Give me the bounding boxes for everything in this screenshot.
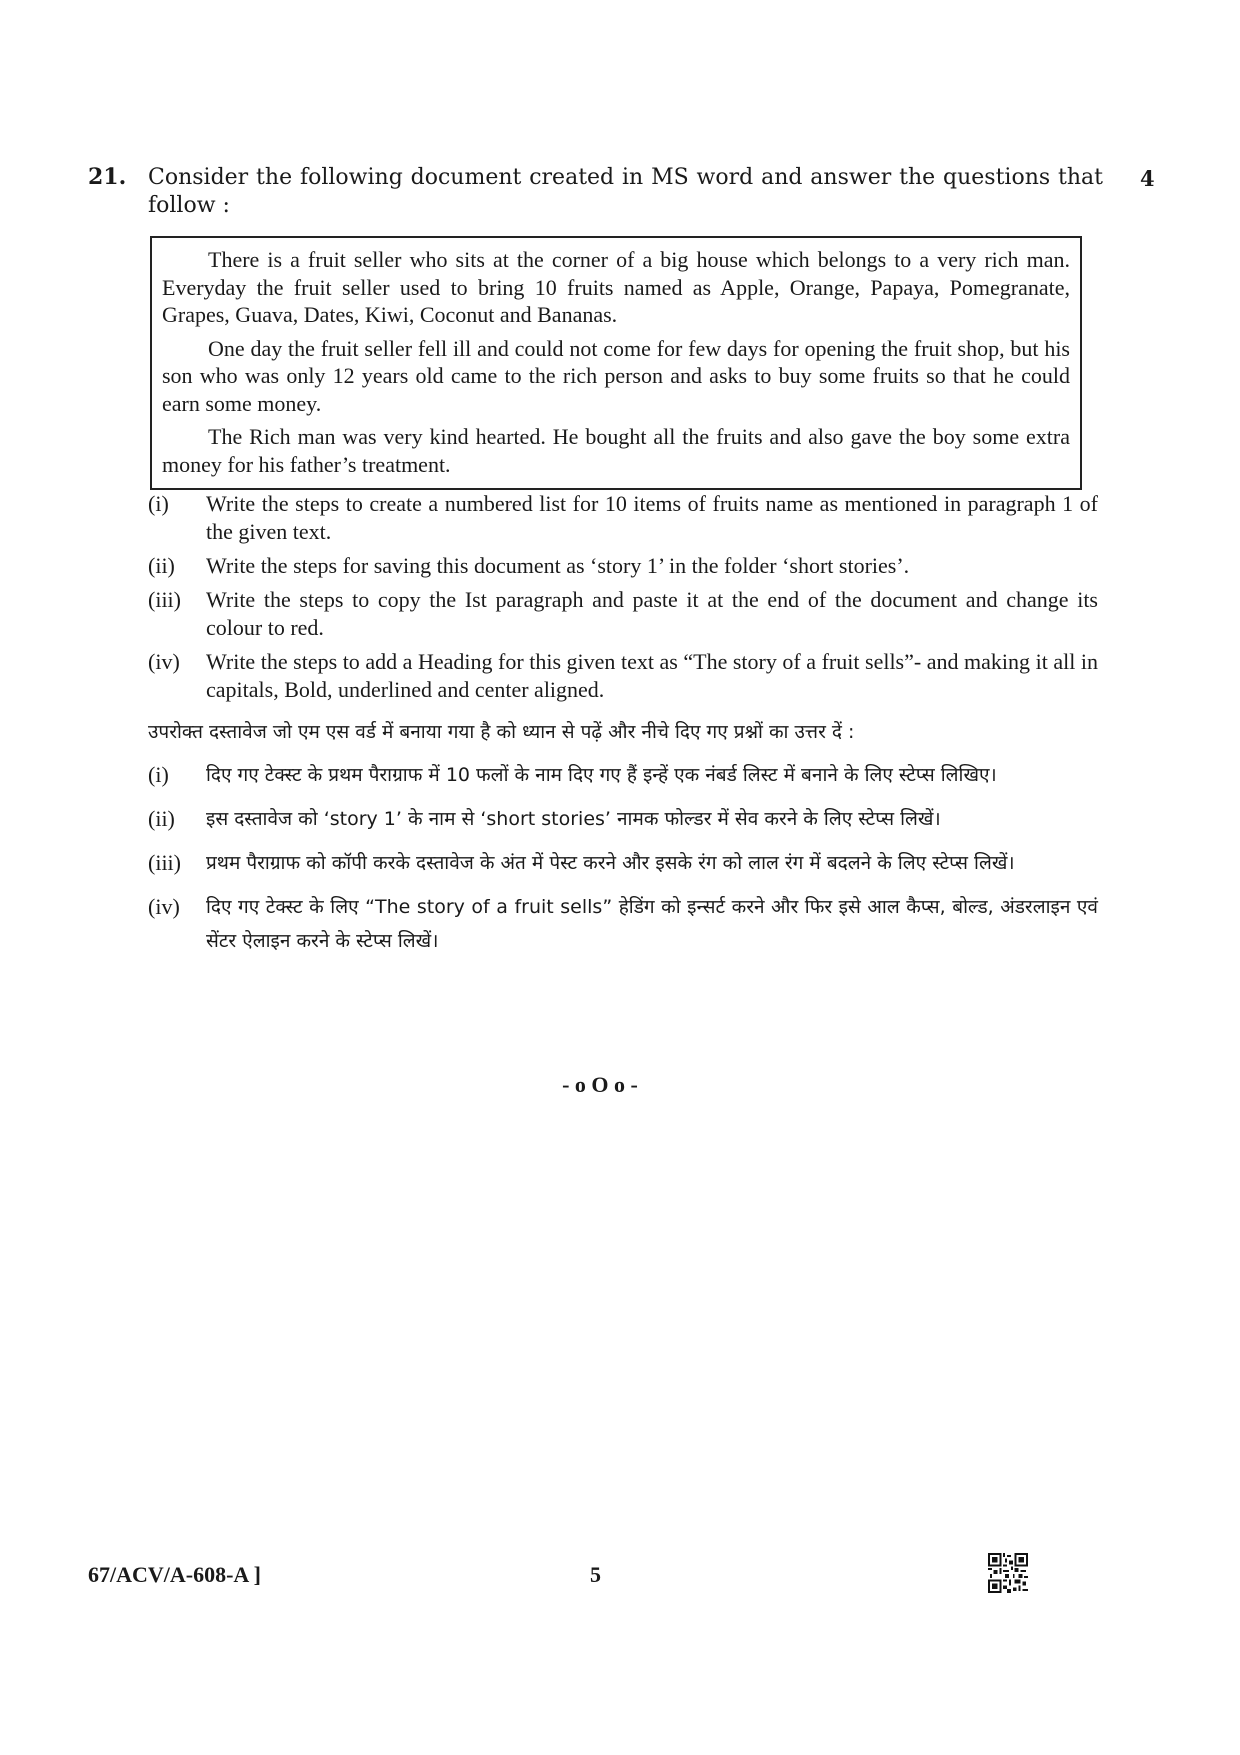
- subquestion-number: (iii): [148, 587, 181, 612]
- story-paragraph-3: The Rich man was very kind hearted. He bought all the fruits and also gave the boy some extra money for his father’s treatment.: [162, 424, 1070, 477]
- subquestion-text: दिए गए टेक्स्ट के लिए “The story of a fruit sells” हेडिंग को इन्सर्ट करने और फिर इसे आल कैप्स, बोल्ड, अंडरलाइन एवं सेंटर ऐलाइन करने के स्टेप्स लिखें।: [206, 896, 1098, 952]
- subquestion-number: (iv): [148, 894, 180, 919]
- subquestion-number: (iii): [148, 850, 181, 875]
- english-subquestion: [148, 586, 1098, 642]
- paper-code: 67/ACV/A-608-A ]: [88, 1562, 261, 1587]
- english-subquestion: [148, 490, 1098, 546]
- subquestion-text: Write the steps to copy the Ist paragraph and paste it at the end of the document and change its colour to red.: [206, 587, 1098, 640]
- english-subquestion-list: [148, 490, 1098, 710]
- hindi-subquestion-list: [148, 758, 1098, 968]
- question-marks: 4: [1140, 166, 1155, 191]
- subquestion-number: (i): [148, 491, 169, 516]
- hindi-intro: उपरोक्त दस्तावेज जो एम एस वर्ड में बनाया गया है को ध्यान से पढ़ें और नीचे दिए गए प्रश्नों का उत्तर दें :: [148, 721, 855, 743]
- hindi-subquestion: [148, 758, 1098, 792]
- hindi-subquestion: [148, 846, 1098, 880]
- page-number: 5: [590, 1562, 601, 1587]
- subquestion-text: Write the steps to create a numbered list for 10 items of fruits name as mentioned in paragraph 1 of the given text.: [206, 491, 1098, 544]
- story-box: [150, 236, 1082, 490]
- story-paragraph-2: One day the fruit seller fell ill and could not come for few days for opening the fruit shop, but his son who was only 12 years old came to the rich person and asks to buy some fruits so that he could earn some money.: [162, 335, 1070, 416]
- subquestion-number: (i): [148, 762, 169, 787]
- subquestion-number: (iv): [148, 649, 180, 674]
- hindi-subquestion: [148, 890, 1098, 958]
- question-text: Consider the following document created in MS word and answer the questions that follow :: [148, 165, 1103, 218]
- subquestion-text: Write the steps to add a Heading for this given text as “The story of a fruit sells”- and making it all in capitals, Bold, underlined and center aligned.: [206, 649, 1098, 702]
- subquestion-text: दिए गए टेक्स्ट के प्रथम पैराग्राफ में 10 फलों के नाम दिए गए हैं इन्हें एक नंबर्ड लिस्ट में बनाने के लिए स्टेप्स लिखिए।: [206, 764, 997, 786]
- english-subquestion: [148, 552, 1098, 580]
- subquestion-text: Write the steps for saving this document as ‘story 1’ in the folder ‘short stories’.: [206, 553, 910, 578]
- english-subquestion: [148, 648, 1098, 704]
- hindi-subquestion: [148, 802, 1098, 836]
- subquestion-text: प्रथम पैराग्राफ को कॉपी करके दस्तावेज के अंत में पेस्ट करने और इसके रंग को लाल रंग में बदलने के लिए स्टेप्स लिखें।: [206, 852, 1015, 874]
- end-of-paper-mark: - o O o -: [562, 1072, 638, 1097]
- subquestion-number: (ii): [148, 553, 175, 578]
- question-number: 21.: [88, 164, 127, 190]
- qr-code-icon: [988, 1553, 1028, 1593]
- subquestion-text: इस दस्तावेज को ‘story 1’ के नाम से ‘short stories’ नामक फोल्डर में सेव करने के लिए स्टेप्स लिखें।: [206, 808, 941, 830]
- story-paragraph-1: There is a fruit seller who sits at the corner of a big house which belongs to a very rich man. Everyday the fruit seller used to bring 10 fruits named as Apple, Orange, Papaya, Pomegranate, Grapes, Guava, Dates, Kiwi, Coconut and Bananas.: [162, 247, 1070, 327]
- subquestion-number: (ii): [148, 806, 175, 831]
